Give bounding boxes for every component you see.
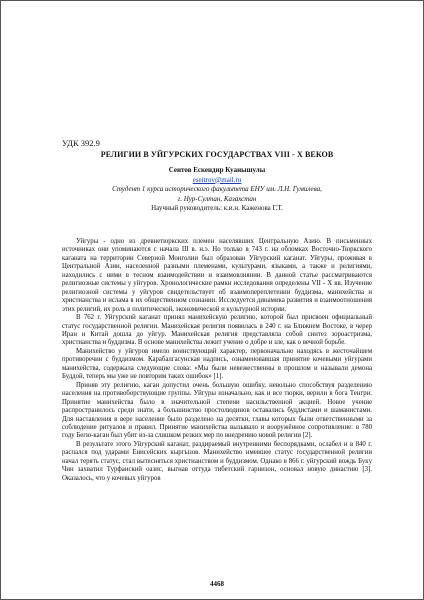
author-name: Сеитов Ескендир Куанышулы: [168, 166, 266, 174]
paragraph-1: Уйгуры - одно из древнетюркских племен населявших Центральную Азию. В письменных источниках они упоминаются с начала III в. н.э. Но только в 743 г. на обломках Восточно-Тюркского каганата на территории Северной Монголии был образован Уйгурский каганат. Уйгуры, проживая в Центральной Азии, населенной разными племенами, культурами, языками, а также и религиями, находились с ними в тесном взаимодействии и взаимовлиянии. В данной статье рассматриваются религиозные системы у уйгуров. Хронологические рамки исследования определены VII - X вв. Изучение религиозной системы у уйгуров свидетельствует об взаимопереплетении буддизма, манихейства и христианства и ислама в их общественном сознании. Исследуется динамика развития и взаимоотношения этих религий, их роль в политической, экономической и культурной истории.: [62, 238, 372, 313]
udk-code: УДК 392.9: [62, 138, 100, 148]
paragraph-2: В 762 г. Уйгурский каганат принял манихейскую религию, которой был присвоен официальный статус государственной религии. Манихейская религия появилась в 240 г. на Ближнем Востоке, в череp Иран и Китай дошла до уйгур. Манихейская религия представляла собой синтез зороастризма, христианства и буддизма. В основе манихейства лежит учение о добре и зле, как о вечной борьбе.: [62, 314, 372, 347]
article-body: [62, 238, 372, 483]
page-number: 4468: [210, 580, 224, 588]
article-title: РЕЛИГИИ В УЙГУРСКИХ ГОСУДАРСТВАХ VIII - X ВЕКОВ: [100, 150, 334, 159]
paragraph-3: Манихейство у уйгуров имело воинствующий характер, первоначально находясь в жесточайшем противоречии с буддизмом. Карабалгасунская надпись, ознаменовавшая принятие кочевыми уйгурами манихейства, содержала следующие слова: «Мы были невежественны в прошлом и называли демона Буддой, теперь мы уже не повторим таких ошибок» [1].: [62, 347, 372, 381]
supervisor: Научный руководитель: к.и.н. Каженова Г.Т.: [151, 204, 283, 213]
author-affiliation: Студент 1 курса исторического факультета ЕНУ им. Л.Н. Гумилева,: [112, 185, 322, 194]
author-city: г. Нур-Султан, Казахстан: [177, 194, 257, 203]
author-email-link[interactable]: eseitrov@mail.ru: [192, 175, 242, 184]
paragraph-5: В результате этого Уйгурский каганат, раздираемый внутренними беспорядками, ослабел и в 840 г. распался под ударами Енисейских кыргызов. Манихейство имевшее статус государственной религии начал терять статус, стал вытесняться христианством и буддизмом. Однако в 866 г. уйгурский вождь Букy Чин захватил Турфанский оазис, выгнав оттуда тибетский гарнизон, основал новую династию [3]. Оказалось, что у кочевых уйгуров: [62, 440, 372, 482]
paragraph-4: Приняв эту религию, каган допустил очень большую ошибку, невольно способствуя разделению населения на противоборствующие группы. Уйгуры изначально, как и все тюрки, верили в бога Тенгри. Принятие манихейства было в значительной степени насильственной акцией. Новое учение распространилось среди знати, а большинство простолюдинов оставались буддистами и шаманистами. Для наставления в вере население было разделено на десятки, главы которых были ответственными за соблюдение ритуалов и правил. Принятие манихейства вызывало и вооружённое сопротивление: в 780 году Бегю-каган был убит из-за слишком резких мер по внедрению новой религии [2].: [62, 381, 372, 440]
author-block: [62, 166, 372, 214]
